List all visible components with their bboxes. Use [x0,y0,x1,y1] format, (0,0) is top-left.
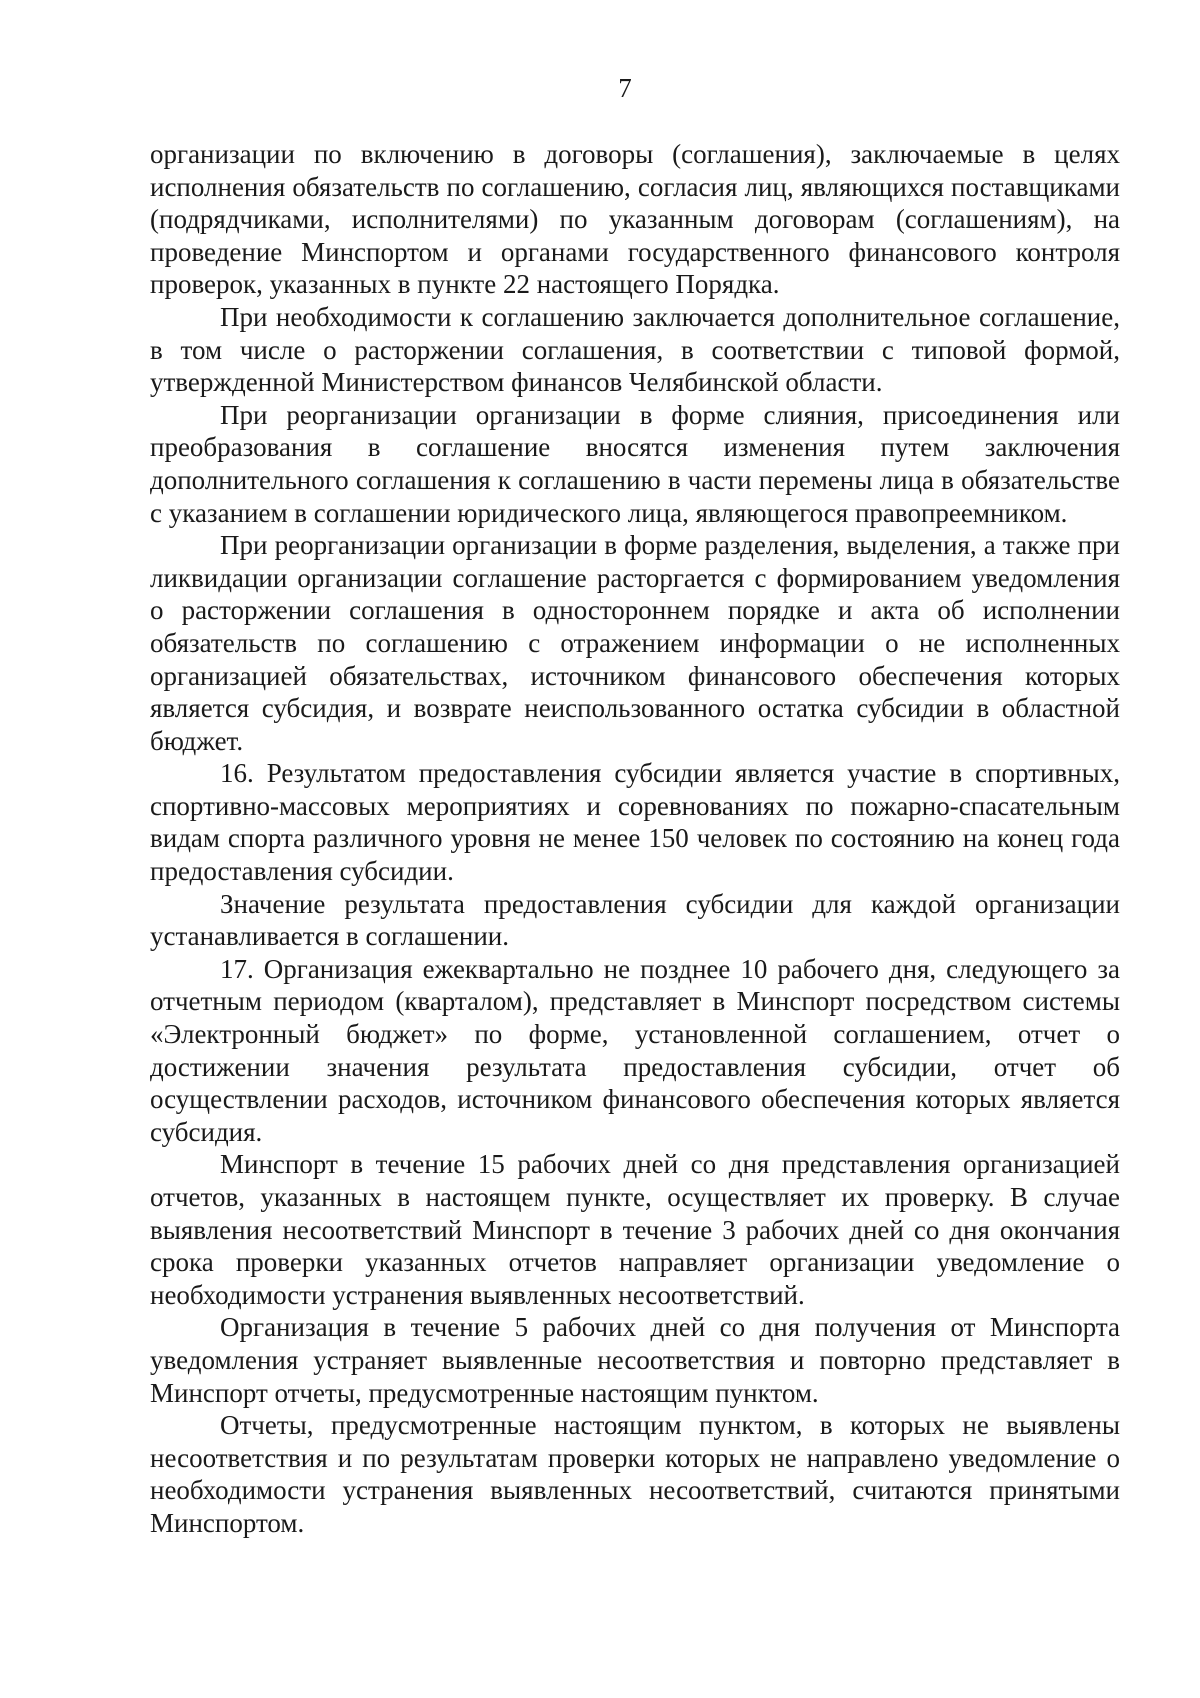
page-number: 7 [618,73,632,103]
paragraph-report-check: Минспорт в течение 15 рабочих дней со дня представления организацией отчетов, указанных в настоящем пункте, осуществляет их проверку. В случае выявления несоответствий Минспорт в течение 3 рабочих дней со дня окончания срока проверки указанных отчетов направляет организации уведомление о необходимости устранения выявленных несоответствий. [150,1149,1120,1310]
paragraph-resubmission: Организация в течение 5 рабочих дней со дня получения от Минспорта уведомления устраняет выявленные несоответствия и повторно представляет в Минспорт отчеты, предусмотренные настоящим пунктом. [150,1312,1120,1408]
paragraph-continuation: организации по включению в договоры (соглашения), заключаемые в целях исполнения обязательств по соглашению, согласия лиц, являющихся поставщиками (подрядчиками, исполнителями) по указанным договорам (соглашениям), на проведение Минспортом и органами государственного финансового контроля проверок, указанных в пункте 22 настоящего Порядка. [150,139,1120,300]
paragraph-reorganization-division: При реорганизации организации в форме разделения, выделения, а также при ликвидации организации соглашение расторгается с формированием уведомления о расторжении соглашения в одностороннем порядке и акта об исполнении обязательств по соглашению с отражением информации о не исполненных организацией обязательствах, источником финансового обеспечения которых является субсидия, и возврате неиспользованного остатка субсидии в областной бюджет. [150,530,1120,756]
paragraph-reorganization-merger: При реорганизации организации в форме слияния, присоединения или преобразования в соглашение вносятся изменения путем заключения дополнительного соглашения к соглашению в части перемены лица в обязательстве с указанием в соглашении юридического лица, являющегося правопреемником. [150,399,1120,528]
paragraph-result-value: Значение результата предоставления субсидии для каждой организации устанавливается в соглашении. [150,888,1120,952]
paragraph-item-16: 16. Результатом предоставления субсидии является участие в спортивных, спортивно-массовых мероприятиях и соревнованиях по пожарно-спасательным видам спорта различного уровня не менее 150 человек по состоянию на конец года предоставления субсидии. [150,758,1120,887]
document-body [150,138,1120,1540]
paragraph-item-17: 17. Организация ежеквартально не позднее 10 рабочего дня, следующего за отчетным периодом (кварталом), представляет в Минспорт посредством системы «Электронный бюджет» по форме, установленной соглашением, отчет о достижении значения результата предоставления субсидии, отчет об осуществлении расходов, источником финансового обеспечения которых является субсидия. [150,953,1120,1147]
paragraph-acceptance: Отчеты, предусмотренные настоящим пунктом, в которых не выявлены несоответствия и по результатам проверки которых не направлено уведомление о необходимости устранения выявленных несоответствий, считаются принятыми Минспортом. [150,1410,1120,1538]
paragraph-additional-agreement: При необходимости к соглашению заключается дополнительное соглашение, в том числе о расторжении соглашения, в соответствии с типовой формой, утвержденной Министерством финансов Челябинской области. [150,301,1120,398]
